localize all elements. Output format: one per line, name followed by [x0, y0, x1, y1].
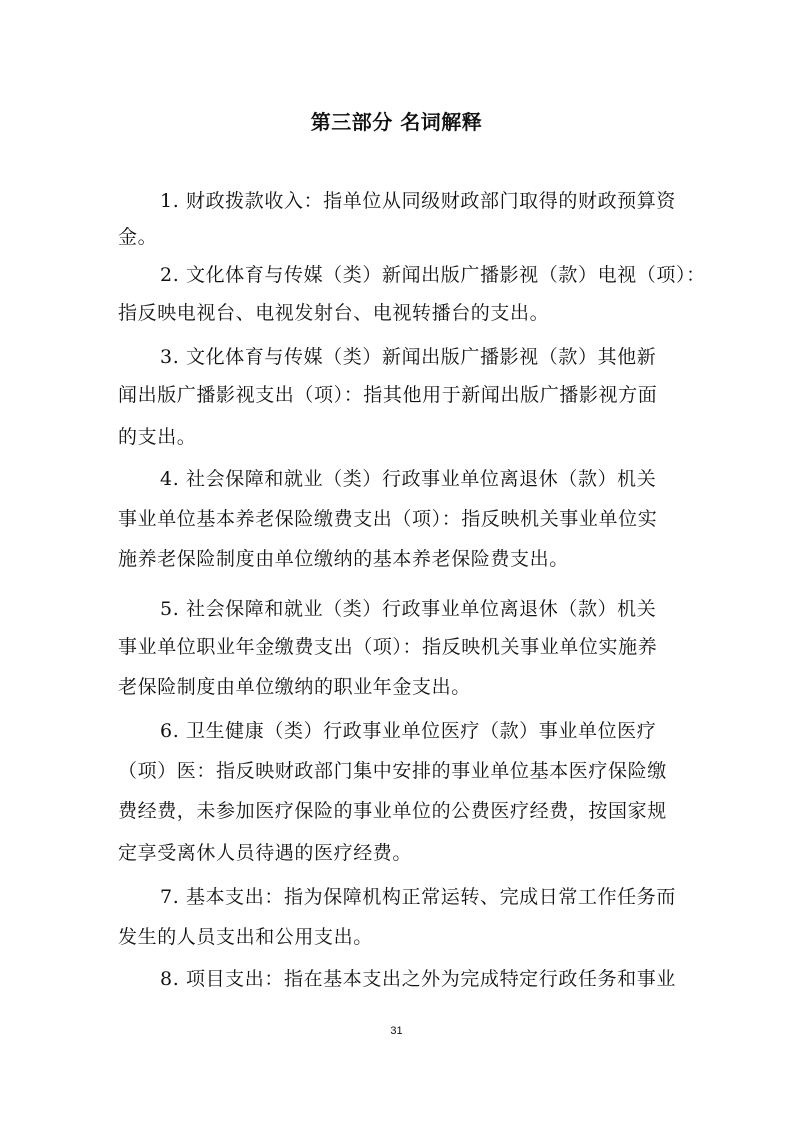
body-line: 7. 基本支出：指为保障机构正常运转、完成日常工作任务而 — [160, 886, 676, 908]
page-title: 第三部分 名词解释 — [310, 110, 483, 134]
body-line: （项）医：指反映财政部门集中安排的事业单位基本医疗保险缴 — [118, 760, 667, 782]
body-line: 6. 卫生健康（类）行政事业单位医疗（款）事业单位医疗 — [160, 720, 657, 742]
body-line: 事业单位职业年金缴费支出（项）：指反映机关事业单位实施养 — [118, 636, 658, 658]
body-line: 5. 社会保障和就业（类）行政事业单位离退休（款）机关 — [160, 598, 657, 620]
body-line: 施养老保险制度由单位缴纳的基本养老保险费支出。 — [118, 548, 569, 570]
body-line: 事业单位基本养老保险缴费支出（项）：指反映机关事业单位实 — [118, 508, 658, 530]
body-line: 指反映电视台、电视发射台、电视转播台的支出。 — [118, 302, 550, 324]
body-line: 的支出。 — [118, 426, 197, 448]
body-line: 2. 文化体育与传媒（类）新闻出版广播影视（款）电视（项）： — [160, 264, 706, 286]
page-number: 31 — [390, 1025, 403, 1037]
body-line: 发生的人员支出和公用支出。 — [118, 926, 373, 948]
body-line: 老保险制度由单位缴纳的职业年金支出。 — [118, 676, 471, 698]
body-line: 3. 文化体育与传媒（类）新闻出版广播影视（款）其他新 — [160, 346, 657, 368]
body-line: 1. 财政拨款收入：指单位从同级财政部门取得的财政预算资 — [160, 190, 676, 212]
body-line: 金。 — [118, 226, 158, 248]
body-line: 费经费，未参加医疗保险的事业单位的公费医疗经费，按国家规 — [118, 800, 667, 822]
body-line: 8. 项目支出：指在基本支出之外为完成特定行政任务和事业 — [160, 968, 676, 990]
body-line: 定享受离休人员待遇的医疗经费。 — [118, 842, 413, 864]
body-line: 4. 社会保障和就业（类）行政事业单位离退休（款）机关 — [160, 468, 657, 490]
body-line: 闻出版广播影视支出（项）：指其他用于新闻出版广播影视方面 — [118, 384, 658, 406]
